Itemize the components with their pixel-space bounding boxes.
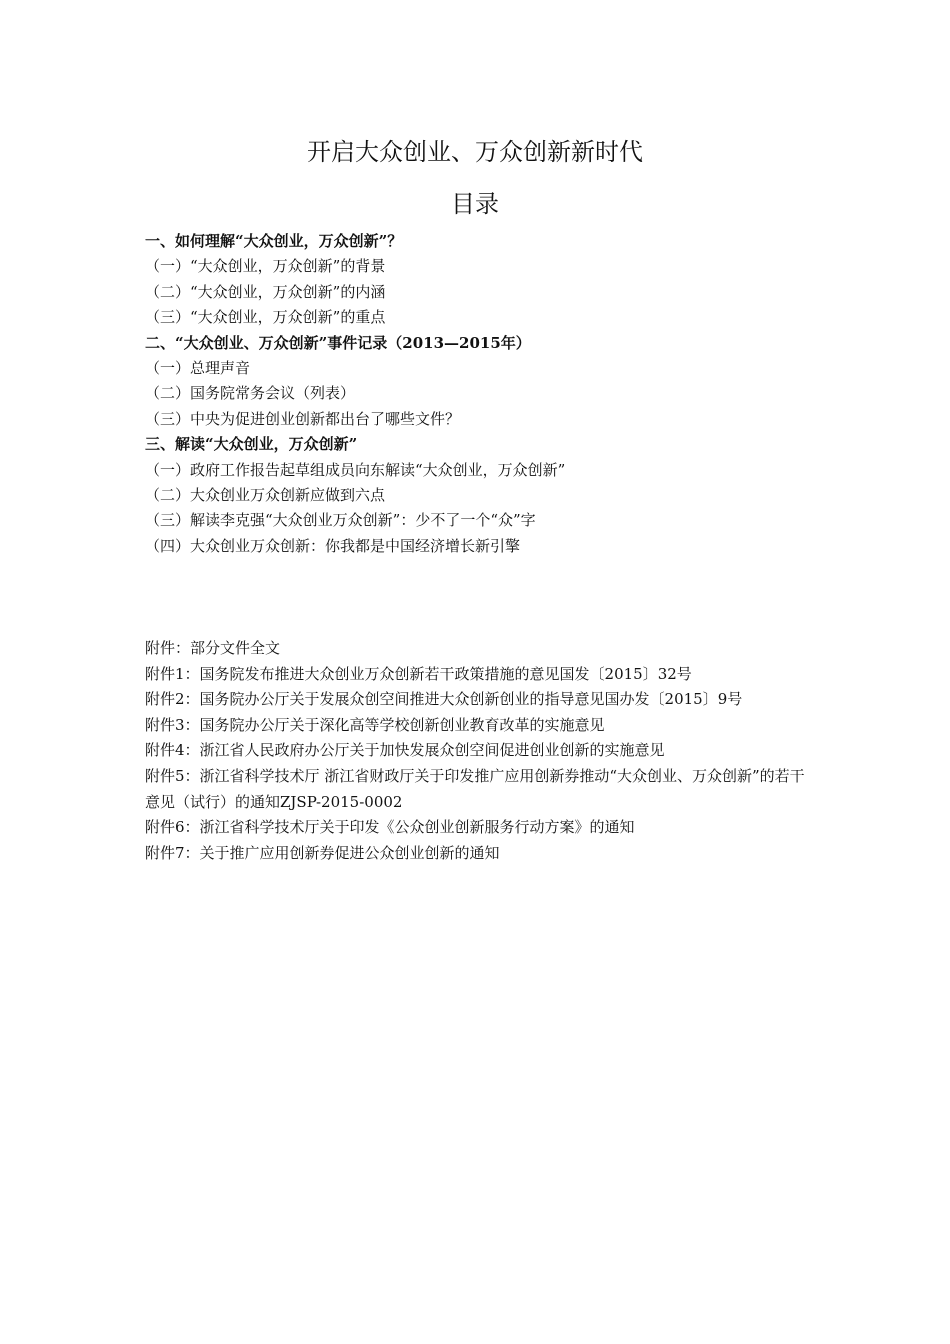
- toc-item: （一）政府工作报告起草组成员向东解读“大众创业，万众创新”: [145, 460, 566, 479]
- toc-item: （四）大众创业万众创新：你我都是中国经济增长新引擎: [145, 536, 521, 555]
- toc-item: （二）“大众创业，万众创新”的内涵: [145, 282, 386, 301]
- attachments-list: [145, 636, 810, 866]
- toc-section-2: 二、“大众创业、万众创新”事件记录（2013—2015年）: [145, 333, 531, 352]
- toc-section-1: 一、如何理解“大众创业，万众创新”？: [145, 232, 403, 250]
- attachments-heading: 附件：部分文件全文: [145, 639, 281, 657]
- attachment-item: 附件3：国务院办公厅关于深化高等学校创新创业教育改革的实施意见: [145, 715, 605, 734]
- toc-item: （一）总理声音: [145, 358, 251, 377]
- toc-section-3: 三、解读“大众创业，万众创新”: [145, 435, 358, 454]
- attachment-item: 附件4：浙江省人民政府办公厅关于加快发展众创空间促进创业创新的实施意见: [145, 741, 665, 760]
- attachment-item: 附件1：国务院发布推进大众创业万众创新若干政策措施的意见国发〔2015〕32号: [145, 664, 692, 683]
- attachment-item: 附件5：浙江省科学技术厅 浙江省财政厅关于印发推广应用创新券推动“大众创业、万众创新”的若干意见（试行）的通知ZJSP-2015-0002: [145, 766, 805, 811]
- toc-item: （三）解读李克强“大众创业万众创新”：少不了一个“众”字: [145, 511, 536, 530]
- toc-item: （三）中央为促进创业创新都出台了哪些文件？: [145, 409, 461, 428]
- attachment-item: 附件2：国务院办公厅关于发展众创空间推进大众创新创业的指导意见国办发〔2015〕9号: [145, 690, 743, 709]
- toc-item: （一）“大众创业，万众创新”的背景: [145, 257, 386, 276]
- toc-heading: 目录: [451, 190, 499, 218]
- table-of-contents: [145, 229, 825, 559]
- toc-item: （三）“大众创业，万众创新”的重点: [145, 308, 386, 327]
- attachment-item: 附件7：关于推广应用创新券促进公众创业创新的通知: [145, 843, 500, 862]
- attachment-item: 附件6：浙江省科学技术厅关于印发《公众创业创新服务行动方案》的通知: [145, 818, 635, 837]
- toc-item: （二）大众创业万众创新应做到六点: [145, 485, 386, 504]
- toc-item: （二）国务院常务会议（列表）: [145, 384, 356, 403]
- document-title: 开启大众创业、万众创新新时代: [307, 138, 643, 166]
